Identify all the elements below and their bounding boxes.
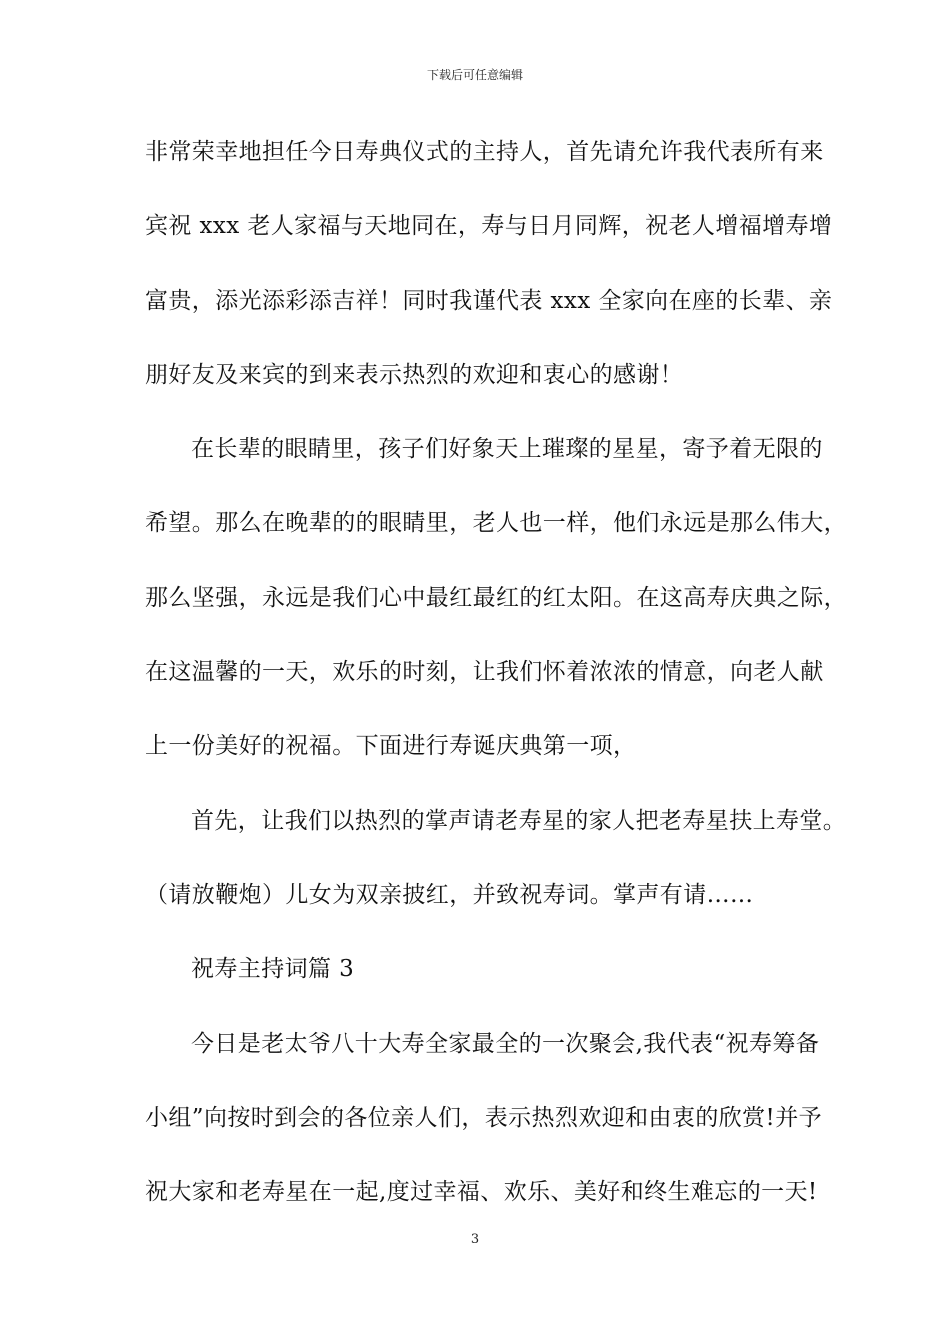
text-line: 宾祝 xxx 老人家福与天地同在，寿与日月同辉，祝老人增福增寿增 [145,213,833,239]
text-line: 那么坚强，永远是我们心中最红最红的红太阳。在这高寿庆典之际， [145,585,847,611]
text-line: 非常荣幸地担任今日寿典仪式的主持人，首先请允许我代表所有来 [145,139,824,165]
text-line: 在这温馨的一天，欢乐的时刻，让我们怀着浓浓的情意，向老人献 [145,659,824,685]
text-line: （请放鞭炮）儿女为双亲披红，并致祝寿词。掌声有请…… [145,882,754,908]
text-line: 今日是老太爷八十大寿全家最全的一次聚会,我代表“祝寿筹备 [191,1031,820,1057]
section-heading: 祝寿主持词篇 3 [191,956,355,982]
text-line: 祝大家和老寿星在一起,度过幸福、欢乐、美好和终生难忘的一天! [145,1179,818,1205]
text-line: 富贵，添光添彩添吉祥！同时我谨代表 xxx 全家向在座的长辈、亲 [145,288,833,314]
text-line: 首先，让我们以热烈的掌声请老寿星的家人把老寿星扶上寿堂。 [191,808,847,834]
text-line: 上一份美好的祝福。下面进行寿诞庆典第一项， [145,733,637,759]
text-line: 希望。那么在晚辈的的眼睛里，老人也一样，他们永远是那么伟大， [145,510,847,536]
page-number: 3 [470,1232,480,1247]
text-line: 朋好友及来宾的到来表示热烈的欢迎和衷心的感谢！ [145,362,684,388]
text-line: 在长辈的眼睛里，孩子们好象天上璀璨的星星，寄予着无限的 [191,436,823,462]
text-line: 小组”向按时到会的各位亲人们，表示热烈欢迎和由衷的欣赏!并予 [145,1105,823,1131]
header-note: 下载后可任意编辑 [426,68,523,82]
